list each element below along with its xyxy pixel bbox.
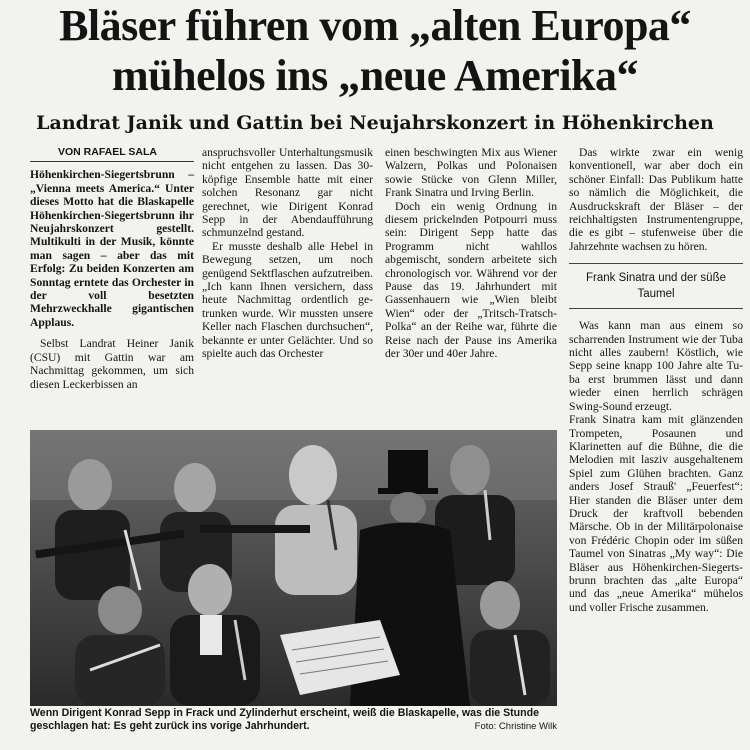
column-4 bbox=[569, 146, 743, 614]
subsection-title: Frank Sinatra und der süße Taumel bbox=[569, 263, 743, 309]
photo-caption bbox=[30, 707, 557, 733]
column-1 bbox=[30, 146, 194, 391]
subheadline: Landrat Janik und Gattin bei Neujahrskonzert in Höhenkirchen bbox=[36, 112, 714, 134]
lead-paragraph: Höhenkirchen-Siegertsbrunn – „Vienna meets America.“ Unter dieses Motto hat die Blaskapelle Höhenkirchen-Siegertsbrunn ihr Neujahrskonzert gestellt. Multikulti in der Musik, könnte man sagen – aber das mit Erfolg: Zu beiden Konzerten am Sonntag erntete das Orchester in der voll besetzten Mehrzweckhalle gigantischen Applaus. bbox=[30, 168, 194, 329]
orchestra-photo bbox=[30, 430, 557, 706]
column-2-paragraph-2: Er musste deshalb alle Hebel in Bewegung setzen, um noch genügend Sektflaschen aufzutreiben. „Ich kann Ihnen versichern, dass heute Nachmittag ordentlich getrunken wurde. Wir mussten unsere Keller nach Flaschen durchsuchen“, bekannte er unter Gelächter. Und so spielte auch das Orchester bbox=[202, 239, 373, 361]
caption-text: Wenn Dirigent Konrad Sepp in Frack und Zylinderhut erscheint, weiß die Blaskapelle, was die Stunde geschlagen hat: Es geht zurück ins vorige Jahrhundert. bbox=[30, 707, 539, 732]
column-2-paragraph-1: anspruchsvoller Unterhaltungsmusik nicht entgehen zu lassen. Das 30-köpfige Ensemble hatte mit einer solchen Resonanz gar nicht gerechnet, wie Dirigent Konrad Sepp in der Abendaufführung schmunzelnd gestand. bbox=[202, 146, 373, 240]
column-3 bbox=[385, 146, 557, 361]
headline-line-1: Bläser führen vom „alten Europa“ bbox=[59, 1, 691, 50]
column-2 bbox=[202, 146, 373, 361]
byline: VON RAFAEL SALA bbox=[30, 146, 194, 162]
column-3-paragraph-1: einen beschwingten Mix aus Wiener Walzern, Polkas und Polonaisen sowie Stücke von Glenn Miller, Frank Sinatra und Irving Berlin. bbox=[385, 146, 557, 200]
column-4-paragraph-3: Frank Sinatra kam mit glänzenden Trompeten, Posaunen und Klarinetten auf die Bühne, die die Melodien mit lasziv ausgehaltenem Spiel zum Glühen brachten. Ganz anders Josef Strauß' „Feuerfest“: Hier standen die Bläser unter dem Druck der kraftvoll bebenden Märsche. Ob in der Militärpolonaise von Frédéric Chopin oder im süßen Taumel von Sinatras „My way“: Die Bläser aus Höhenkirchen-Siegertsbrunn brachten das „alte Europa“ und das „neue Amerika“ mühelos und voller Frische zusammen. bbox=[569, 413, 743, 614]
column-4-paragraph-1: Das wirkte zwar ein wenig konventionell, war aber doch ein schöner Einfall: Das Publikum hatte so nämlich die Möglichkeit, die Ausdruckskraft der Bläser – der reichhaltigsten Instrumentengruppe, die es gibt – stufenweise über die Jahrzehnte wachsen zu hören. bbox=[569, 146, 743, 253]
headline-line-2: mühelos ins „neue Amerika“ bbox=[111, 51, 639, 100]
column-3-paragraph-2: Doch ein wenig Ordnung in diesem prickelnden Potpourri muss sein: Dirigent Sepp hatte das Programm nicht wahllos abgemischt, sondern arbeitete sich chronologisch vor. Während vor der Pause das 19. Jahrhundert mit Gassenhauern wie „Wien bleibt Wien“ oder der „Tritsch-Tratsch-Polka“ an der Reihe war, führte die Reise nach der Pause ins Amerika der 30er und 40er Jahre. bbox=[385, 199, 557, 361]
column-1-paragraph: Selbst Landrat Heiner Janik (CSU) mit Gattin war am Nachmittag gekommen, um sich diesen Leckerbissen an bbox=[30, 337, 194, 391]
column-4-paragraph-2: Was kann man aus einem so scharrenden Instrument wie der Tuba nicht alles zaubern! Köstlich, wie Sepp seine knapp 100 Jahre alte Tuba erst brummen lässt und dann wieder einen herrlich schrägen Swing-Sound erzeugt. bbox=[569, 319, 743, 413]
photo-credit: Foto: Christine Wilk bbox=[474, 721, 557, 732]
